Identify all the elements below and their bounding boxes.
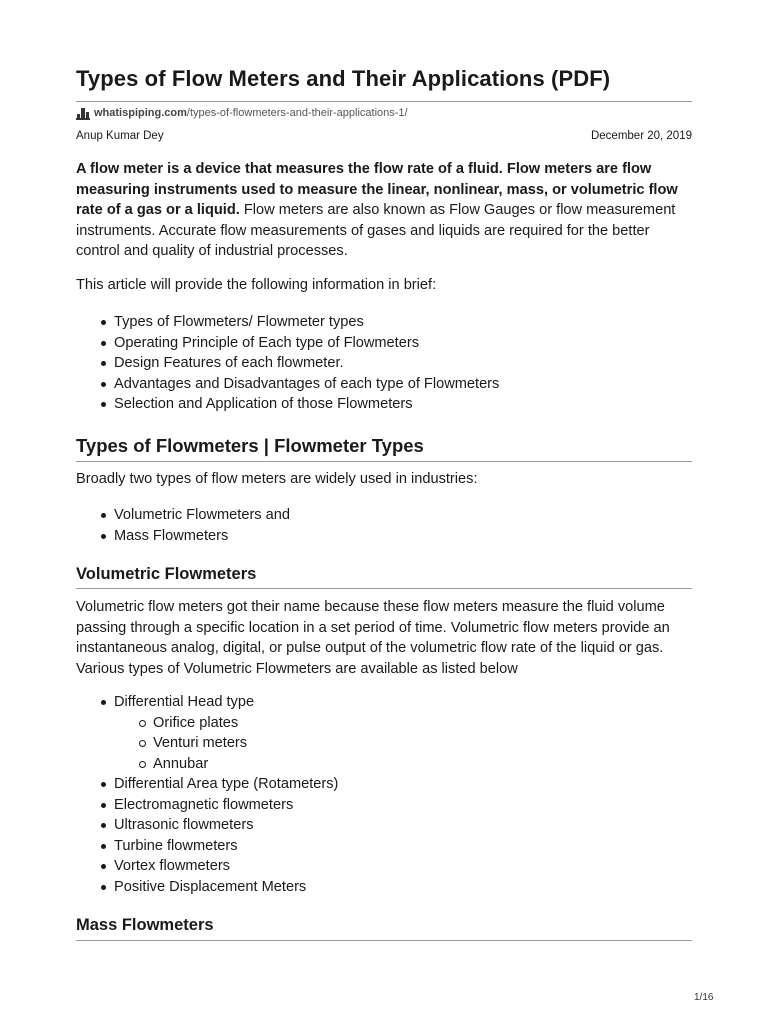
list-item: Selection and Application of those Flowmeters [76,394,692,415]
types-list [76,505,692,546]
sub-list-item: Orifice plates [76,713,692,734]
source-site[interactable]: whatispiping.com [94,107,187,119]
list-item: Positive Displacement Meters [76,877,692,898]
list-item: Mass Flowmeters [76,526,692,547]
page-title: Types of Flow Meters and Their Applications (PDF) [76,66,611,91]
site-favicon-icon [76,106,90,120]
section-divider [76,940,692,941]
types-lead: Broadly two types of flow meters are widely used in industries: [76,471,478,487]
source-path[interactable]: /types-of-flowmeters-and-their-applications-1/ [186,107,408,119]
publish-date: December 20, 2019 [590,130,692,142]
title-divider [76,101,692,102]
intro-paragraph [76,159,692,262]
list-item: Volumetric Flowmeters and [76,505,692,526]
list-item: Differential Area type (Rotameters) [76,774,692,795]
intro-normal: Flow meters are also known as Flow Gauges or flow measurement instruments. Accurate flow measurements of gases and liquids are required for the better control and quality of industrial processes. [76,202,676,259]
list-item: Vortex flowmeters [76,856,692,877]
list-item: Types of Flowmeters/ Flowmeter types [76,312,692,333]
list-item: Design Features of each flowmeter. [76,353,692,374]
author: Anup Kumar Dey [76,130,164,142]
section-divider [76,588,692,589]
list-item: Ultrasonic flowmeters [76,815,692,836]
source-url[interactable] [76,106,408,120]
page-number: 1/16 [694,992,714,1003]
intro-bold: A flow meter is a device that measures the flow rate of a fluid. Flow meters are flow measuring instruments used to measure the linear, nonlinear, mass, or volumetric flow rate of a gas or a liquid. [76,161,678,218]
sub-list-item: Annubar [76,754,692,775]
list-item: Electromagnetic flowmeters [76,795,692,816]
list-item: Operating Principle of Each type of Flowmeters [76,333,692,354]
list-item: Advantages and Disadvantages of each type of Flowmeters [76,374,692,395]
volumetric-list [76,692,692,897]
volumetric-paragraph: Volumetric flow meters got their name because these flow meters measure the fluid volume passing through a specific location in a set period of time. Volumetric flow meters provide an instantaneous analog, digital, or pulse output of the volumetric flow rate of the liquid or gas. Various types of Volumetric Flowmeters are available as listed below [76,599,670,677]
article-meta [76,130,692,142]
sub-list-item: Venturi meters [76,733,692,754]
article-lead: This article will provide the following information in brief: [76,277,437,293]
section-divider [76,461,692,462]
section-heading-types: Types of Flowmeters | Flowmeter Types [76,435,424,456]
section-heading-volumetric: Volumetric Flowmeters [76,565,257,583]
article-list [76,312,692,415]
section-heading-mass: Mass Flowmeters [76,916,214,934]
list-item: Differential Head type [76,692,692,713]
list-item: Turbine flowmeters [76,836,692,857]
